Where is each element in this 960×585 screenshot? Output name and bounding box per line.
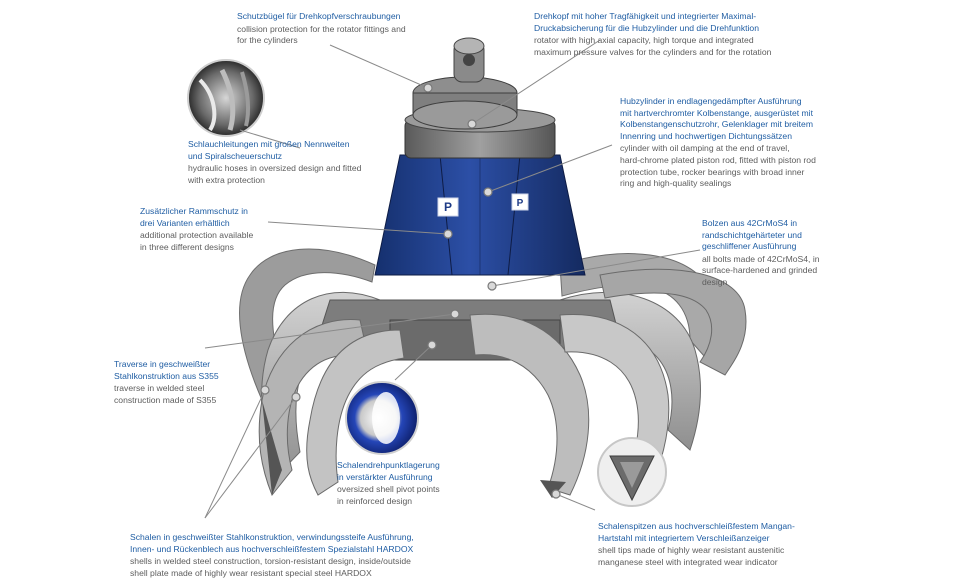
marker-pivot-bearing [428,341,436,349]
pivot-bearing-inset [346,382,418,454]
callout-shells [130,532,470,579]
marker-rotator-head [468,120,476,128]
marker-bolts [488,282,496,290]
svg-text:P: P [516,198,524,209]
callout-de: Schalenspitzen aus hochverschleißfestem Mangan- Hartstahl mit integriertem Verschleißanzeiger [598,521,795,543]
callout-hoses [188,139,388,186]
marker-shell-b [292,393,300,401]
shell-tip-inset [598,438,666,506]
p-logo-right [512,194,528,210]
callout-de: Bolzen aus 42CrMoS4 in randschichtgehärteter und geschliffener Ausführung [702,218,802,252]
callout-de: Schlauchleitungen mit großen Nennweiten und Spiralscheuerschutz [188,139,350,161]
callout-lift-cylinder [620,96,860,190]
callout-en: hydraulic hoses in oversized design and fitted with extra protection [188,163,362,185]
callout-de: Schutzbügel für Drehkopfverschraubungen [237,11,401,21]
marker-traverse [451,310,459,318]
callout-de: Schalen in geschweißter Stahlkonstruktion, verwindungssteife Ausführung, Innen- und Rückenblech aus hochverschleißfestem Spezialstahl HARDOX [130,532,414,554]
callout-en: rotator with high axial capacity, high torque and integrated maximum pressure valves for the cylinders and for the rotation [534,35,772,57]
callout-en: additional protection available in three different designs [140,230,254,252]
callout-en: all bolts made of 42CrMoS4, in surface-hardened and grinded design [702,253,820,287]
callout-en: collision protection for the rotator fittings and for the cylinders [237,23,406,46]
callout-en: traverse in welded steel construction made of S355 [114,383,217,405]
callout-en: shell tips made of highly wear resistant austenitic manganese steel with integrated wear indicator [598,545,785,567]
p-logo-left [438,198,458,216]
callout-rotator-head [534,11,814,58]
callout-en: oversized shell pivot points in reinforced design [337,484,440,506]
callout-traverse [114,359,264,406]
marker-ram-protection [444,230,452,238]
callout-shell-tips [598,521,838,568]
callout-pivot-bearing [337,460,487,507]
callout-protection-bracket [237,11,467,47]
svg-text:P: P [443,200,453,214]
callout-en: shells in welded steel construction, torsion-resistant design, inside/outside shell plate made of highly wear resistant special steel HARDOX [130,556,411,578]
callout-de: Zusätzlicher Rammschutz in drei Varianten erhältlich [140,206,248,228]
hoses-inset [188,60,264,136]
marker-lift-cylinder [484,188,492,196]
callout-bolts [702,218,852,289]
callout-ram-protection [140,206,290,253]
callout-de: Traverse in geschweißter Stahlkonstruktion aus S355 [114,359,219,381]
callout-de: Hubzylinder in endlagengedämpfter Ausführung mit hartverchromter Kolbenstange, ausgerüstet mit Kolbenstangenschutzrohr, Gelenklager mit breitem Innenring und hochwertigen Dichtungssätzen [620,96,813,141]
callout-de: Drehkopf mit hoher Tragfähigkeit und integrierter Maximal- Druckabsicherung für die Hubzylinder und die Drehfunktion [534,11,759,33]
callout-de: Schalendrehpunktlagerung in verstärkter Ausführung [337,460,440,482]
marker-shell-tip [552,490,560,498]
callout-en: cylinder with oil damping at the end of travel, hard-chrome plated piston rod, fitted with piston rod protection tube, rocker bearings with broad inner ring and high-quality sealings [620,143,816,189]
marker-protection-bracket [424,84,432,92]
